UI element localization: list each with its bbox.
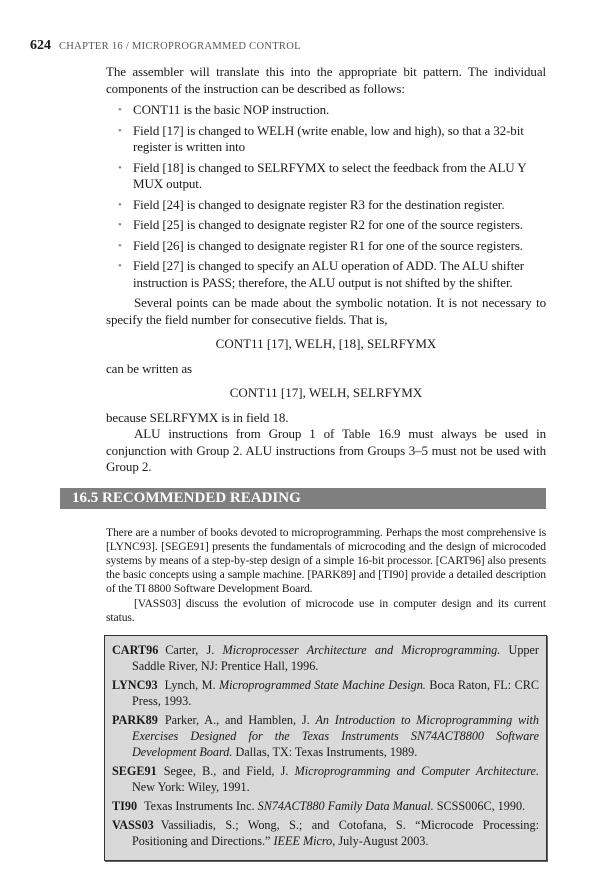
reference-title: Microprocesser Architecture and Microprogramming. bbox=[222, 642, 501, 657]
intro-paragraph: The assembler will translate this into the appropriate bit pattern. The individual components of the instruction can be described as follows: bbox=[106, 64, 546, 96]
list-item: • Field [17] is changed to WELH (write enable, low and high), so that a 32-bit register is written into bbox=[106, 123, 546, 156]
reference-author: Lynch, M. bbox=[164, 677, 219, 692]
list-item: • Field [18] is changed to SELRFYMX to select the feedback from the ALU Y MUX output. bbox=[106, 160, 546, 193]
reference-entry bbox=[112, 712, 539, 760]
section-heading: 16.5 RECOMMENDED READING bbox=[72, 489, 301, 506]
reference-author: Vassiliadis, S.; Wong, S.; and Cotofana, S. “Microcode Processing: Positioning and Directions.” bbox=[132, 817, 539, 848]
reading-paragraph: There are a number of books devoted to microprogramming. Perhaps the most comprehensive is [LYNC93]. [SEGE91] presents the fundamentals of microcoding and the design of microcoded systems by means of a step-by-step design of a simple 16-bit processor. [CART96] also presents the basic concepts using a sample machine. [PARK89] and [TI90] provide a detailed description of the TI 8800 Software Development Board. bbox=[106, 525, 546, 596]
reference-title: SN74ACT880 Family Data Manual. bbox=[257, 798, 434, 813]
list-item: • Field [25] is changed to designate register R2 for one of the source registers. bbox=[106, 217, 546, 234]
reference-publisher: Boca Raton, FL: CRC Press, 1993. bbox=[132, 677, 539, 708]
reference-key: PARK89 bbox=[112, 712, 158, 727]
symbolic-notation-paragraph: Several points can be made about the symbolic notation. It is not necessary to specify the field number for consecutive fields. That is, bbox=[106, 295, 546, 327]
list-item: • Field [24] is changed to designate register R3 for the destination register. bbox=[106, 197, 546, 214]
reference-author: Segee, B., and Field, J. bbox=[163, 763, 295, 778]
reference-entry bbox=[112, 817, 539, 849]
reference-key: CART96 bbox=[112, 642, 159, 657]
reference-entry bbox=[112, 677, 539, 709]
list-item: • Field [26] is changed to designate register R1 for one of the source registers. bbox=[106, 238, 546, 255]
bullet-list bbox=[106, 102, 546, 291]
reference-key: SEGE91 bbox=[112, 763, 157, 778]
reference-author: Carter, J. bbox=[165, 642, 223, 657]
can-be-written-text: can be written as bbox=[106, 360, 193, 376]
section-heading-bar bbox=[60, 488, 546, 509]
reference-title: An Introduction to Microprogramming with Exercises Designed for the Texas Instruments SN74ACT8800 Software Development Board. bbox=[132, 712, 539, 759]
page-number: 624 bbox=[30, 38, 51, 53]
reference-key: VASS03 bbox=[112, 817, 154, 832]
reference-author: Texas Instruments Inc. bbox=[144, 798, 258, 813]
reference-key: TI90 bbox=[112, 798, 138, 813]
reference-author: Parker, A., and Hamblen, J. bbox=[164, 712, 316, 727]
references-box bbox=[104, 635, 547, 861]
reference-publisher: Upper Saddle River, NJ: Prentice Hall, 1996. bbox=[132, 642, 539, 673]
reference-publisher: SCSS006C, 1990. bbox=[433, 798, 526, 813]
list-item: • CONT11 is the basic NOP instruction. bbox=[106, 102, 546, 119]
reference-entry bbox=[112, 642, 539, 674]
reference-publisher: New York: Wiley, 1991. bbox=[132, 779, 250, 794]
code-example-2: CONT11 [17], WELH, SELRFYMX bbox=[229, 385, 423, 400]
chapter-title: CHAPTER 16 / MICROPROGRAMMED CONTROL bbox=[59, 41, 301, 52]
reference-publisher: , July-August 2003. bbox=[332, 833, 429, 848]
reference-title: Microprogrammed State Machine Design. bbox=[218, 677, 426, 692]
because-text: because SELRFYMX is in field 18. bbox=[106, 409, 289, 425]
reference-title: IEEE Micro bbox=[273, 833, 333, 848]
reference-title: Microprogramming and Computer Architecture. bbox=[294, 763, 539, 778]
reference-publisher: Dallas, TX: Texas Instruments, 1989. bbox=[232, 744, 418, 759]
reading-paragraph-vass: [VASS03] discuss the evolution of microcode use in computer design and its current status. bbox=[106, 596, 546, 624]
reference-entry bbox=[112, 763, 539, 795]
code-example-1: CONT11 [17], WELH, [18], SELRFYMX bbox=[215, 336, 437, 351]
reference-entry bbox=[112, 798, 539, 814]
alu-groups-paragraph: ALU instructions from Group 1 of Table 16.9 must always be used in conjunction with Group 2. ALU instructions from Groups 3–5 must not be used with Group 2. bbox=[106, 426, 546, 474]
running-header bbox=[30, 37, 604, 55]
list-item: • Field [27] is changed to specify an ALU operation of ADD. The ALU shifter instruction is PASS; therefore, the ALU output is not shifted by the shifter. bbox=[106, 258, 546, 291]
reference-key: LYNC93 bbox=[112, 677, 158, 692]
